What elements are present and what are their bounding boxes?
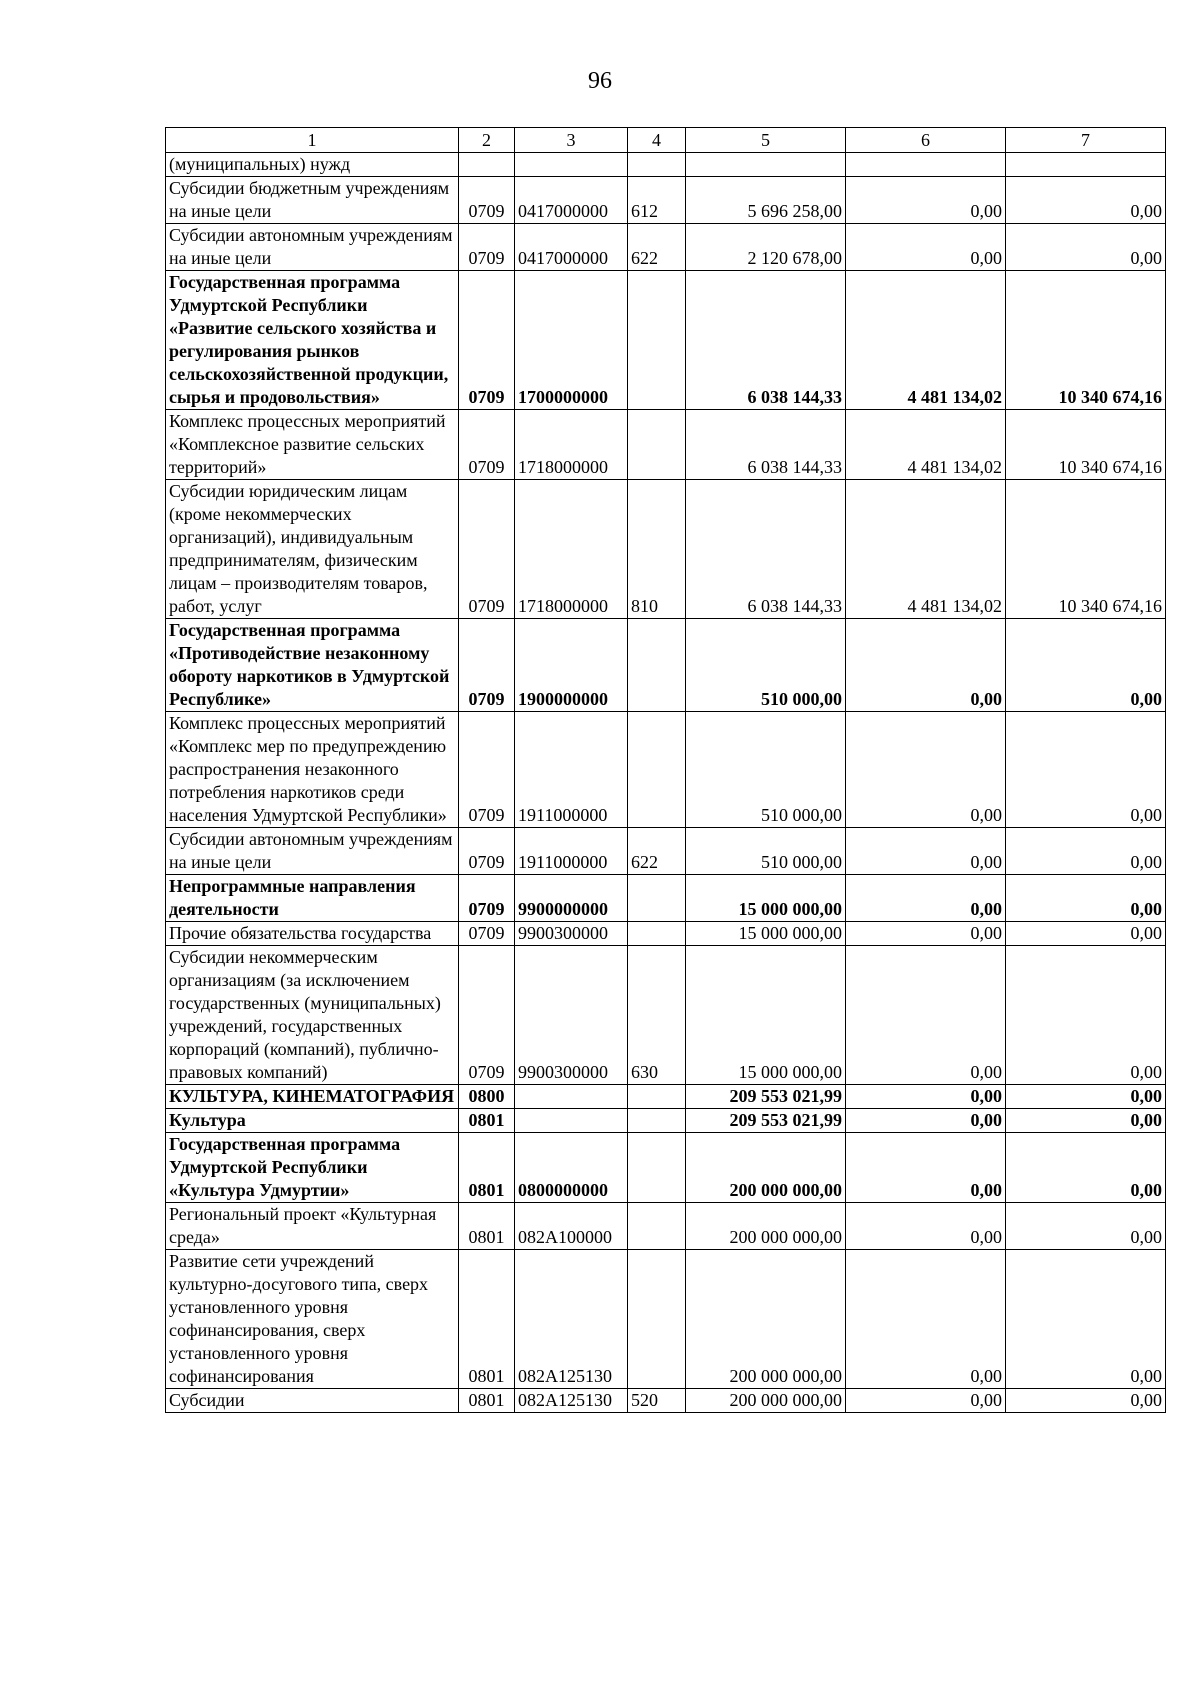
row-target-item-cell: 1700000000 bbox=[515, 271, 628, 410]
row-expense-type-cell: 622 bbox=[628, 828, 686, 875]
row-target-item-cell: 082A125130 bbox=[515, 1250, 628, 1389]
table-row bbox=[166, 410, 1166, 480]
row-expense-type-cell bbox=[628, 410, 686, 480]
row-expense-type-cell bbox=[628, 1133, 686, 1203]
header-col-7: 7 bbox=[1006, 128, 1166, 153]
row-expense-type-cell bbox=[628, 271, 686, 410]
budget-table bbox=[165, 127, 1166, 1413]
row-target-item-cell: 9900000000 bbox=[515, 875, 628, 922]
row-amount-year3-cell: 10 340 674,16 bbox=[1006, 271, 1166, 410]
row-section-code-cell: 0709 bbox=[459, 177, 515, 224]
row-amount-year3-cell bbox=[1006, 153, 1166, 177]
row-expense-type-cell bbox=[628, 1085, 686, 1109]
table-row bbox=[166, 946, 1166, 1085]
row-target-item-cell: 0417000000 bbox=[515, 224, 628, 271]
row-amount-year2-cell bbox=[846, 153, 1006, 177]
row-target-item-cell: 082A125130 bbox=[515, 1389, 628, 1413]
row-amount-year3-cell: 0,00 bbox=[1006, 1133, 1166, 1203]
row-amount-year2-cell: 0,00 bbox=[846, 1085, 1006, 1109]
row-amount-year3-cell: 10 340 674,16 bbox=[1006, 410, 1166, 480]
row-target-item-cell: 1718000000 bbox=[515, 480, 628, 619]
table-row bbox=[166, 922, 1166, 946]
row-amount-year1-cell: 15 000 000,00 bbox=[686, 875, 846, 922]
row-section-code-cell: 0800 bbox=[459, 1085, 515, 1109]
row-amount-year2-cell: 0,00 bbox=[846, 1389, 1006, 1413]
row-name-cell: Субсидии юридическим лицам (кроме некоммерческих организаций), индивидуальным предпринимателям, физическим лицам – производителям товаров, работ, услуг bbox=[166, 480, 459, 619]
row-target-item-cell: 1900000000 bbox=[515, 619, 628, 712]
table-row bbox=[166, 153, 1166, 177]
row-section-code-cell: 0801 bbox=[459, 1389, 515, 1413]
row-section-code-cell: 0709 bbox=[459, 480, 515, 619]
row-target-item-cell bbox=[515, 153, 628, 177]
row-name-cell: Субсидии бюджетным учреждениям на иные цели bbox=[166, 177, 459, 224]
row-section-code-cell: 0801 bbox=[459, 1109, 515, 1133]
row-target-item-cell: 0417000000 bbox=[515, 177, 628, 224]
table-row bbox=[166, 875, 1166, 922]
row-amount-year3-cell: 0,00 bbox=[1006, 828, 1166, 875]
row-expense-type-cell: 612 bbox=[628, 177, 686, 224]
row-amount-year1-cell: 510 000,00 bbox=[686, 619, 846, 712]
row-target-item-cell bbox=[515, 1109, 628, 1133]
row-target-item-cell: 9900300000 bbox=[515, 946, 628, 1085]
row-section-code-cell: 0801 bbox=[459, 1250, 515, 1389]
row-amount-year1-cell: 200 000 000,00 bbox=[686, 1250, 846, 1389]
table-row bbox=[166, 1250, 1166, 1389]
row-name-cell: Субсидии автономным учреждениям на иные цели bbox=[166, 224, 459, 271]
page-number: 96 bbox=[588, 68, 612, 94]
row-amount-year3-cell: 0,00 bbox=[1006, 946, 1166, 1085]
row-expense-type-cell bbox=[628, 619, 686, 712]
row-amount-year1-cell: 5 696 258,00 bbox=[686, 177, 846, 224]
row-expense-type-cell: 630 bbox=[628, 946, 686, 1085]
row-expense-type-cell bbox=[628, 1109, 686, 1133]
row-amount-year2-cell: 0,00 bbox=[846, 922, 1006, 946]
row-amount-year1-cell: 209 553 021,99 bbox=[686, 1085, 846, 1109]
row-section-code-cell: 0801 bbox=[459, 1133, 515, 1203]
header-col-4: 4 bbox=[628, 128, 686, 153]
row-amount-year3-cell: 0,00 bbox=[1006, 712, 1166, 828]
row-amount-year1-cell: 6 038 144,33 bbox=[686, 410, 846, 480]
row-amount-year1-cell: 15 000 000,00 bbox=[686, 922, 846, 946]
table-row bbox=[166, 712, 1166, 828]
row-amount-year2-cell: 0,00 bbox=[846, 1109, 1006, 1133]
row-expense-type-cell: 520 bbox=[628, 1389, 686, 1413]
row-amount-year2-cell: 0,00 bbox=[846, 224, 1006, 271]
table-row bbox=[166, 1203, 1166, 1250]
row-name-cell: Непрограммные направления деятельности bbox=[166, 875, 459, 922]
row-amount-year1-cell: 6 038 144,33 bbox=[686, 480, 846, 619]
row-name-cell: Субсидии bbox=[166, 1389, 459, 1413]
row-amount-year2-cell: 4 481 134,02 bbox=[846, 410, 1006, 480]
row-expense-type-cell bbox=[628, 153, 686, 177]
row-expense-type-cell bbox=[628, 875, 686, 922]
row-section-code-cell: 0709 bbox=[459, 922, 515, 946]
row-amount-year1-cell: 200 000 000,00 bbox=[686, 1203, 846, 1250]
row-amount-year2-cell: 4 481 134,02 bbox=[846, 271, 1006, 410]
row-expense-type-cell: 810 bbox=[628, 480, 686, 619]
row-amount-year2-cell: 0,00 bbox=[846, 177, 1006, 224]
row-section-code-cell: 0801 bbox=[459, 1203, 515, 1250]
row-amount-year2-cell: 0,00 bbox=[846, 875, 1006, 922]
row-name-cell: Культура bbox=[166, 1109, 459, 1133]
row-amount-year3-cell: 0,00 bbox=[1006, 1085, 1166, 1109]
row-amount-year2-cell: 0,00 bbox=[846, 946, 1006, 1085]
row-section-code-cell bbox=[459, 153, 515, 177]
table-row bbox=[166, 271, 1166, 410]
table-row bbox=[166, 1389, 1166, 1413]
row-amount-year3-cell: 0,00 bbox=[1006, 922, 1166, 946]
row-expense-type-cell bbox=[628, 1203, 686, 1250]
row-target-item-cell: 1718000000 bbox=[515, 410, 628, 480]
row-name-cell: Прочие обязательства государства bbox=[166, 922, 459, 946]
row-target-item-cell: 1911000000 bbox=[515, 828, 628, 875]
row-amount-year3-cell: 0,00 bbox=[1006, 1389, 1166, 1413]
row-amount-year3-cell: 0,00 bbox=[1006, 875, 1166, 922]
row-name-cell: Субсидии некоммерческим организациям (за исключением государственных (муниципальных) учреждений, государственных корпораций (компаний), публично-правовых компаний) bbox=[166, 946, 459, 1085]
row-target-item-cell: 1911000000 bbox=[515, 712, 628, 828]
header-col-3: 3 bbox=[515, 128, 628, 153]
row-amount-year1-cell: 200 000 000,00 bbox=[686, 1133, 846, 1203]
row-amount-year1-cell: 510 000,00 bbox=[686, 828, 846, 875]
row-target-item-cell: 082A100000 bbox=[515, 1203, 628, 1250]
row-section-code-cell: 0709 bbox=[459, 224, 515, 271]
row-amount-year1-cell: 2 120 678,00 bbox=[686, 224, 846, 271]
row-target-item-cell bbox=[515, 1085, 628, 1109]
row-amount-year2-cell: 0,00 bbox=[846, 1250, 1006, 1389]
row-name-cell: Государственная программа «Противодействие незаконному обороту наркотиков в Удмуртской Республике» bbox=[166, 619, 459, 712]
table-row bbox=[166, 619, 1166, 712]
row-amount-year3-cell: 0,00 bbox=[1006, 177, 1166, 224]
row-section-code-cell: 0709 bbox=[459, 712, 515, 828]
row-amount-year2-cell: 0,00 bbox=[846, 1203, 1006, 1250]
table-row bbox=[166, 480, 1166, 619]
row-amount-year2-cell: 0,00 bbox=[846, 828, 1006, 875]
row-amount-year1-cell: 510 000,00 bbox=[686, 712, 846, 828]
row-amount-year1-cell: 209 553 021,99 bbox=[686, 1109, 846, 1133]
row-target-item-cell: 9900300000 bbox=[515, 922, 628, 946]
row-name-cell: КУЛЬТУРА, КИНЕМАТОГРАФИЯ bbox=[166, 1085, 459, 1109]
row-target-item-cell: 0800000000 bbox=[515, 1133, 628, 1203]
row-name-cell: (муниципальных) нужд bbox=[166, 153, 459, 177]
row-name-cell: Комплекс процессных мероприятий «Комплексное развитие сельских территорий» bbox=[166, 410, 459, 480]
row-section-code-cell: 0709 bbox=[459, 828, 515, 875]
row-amount-year1-cell bbox=[686, 153, 846, 177]
row-amount-year3-cell: 0,00 bbox=[1006, 1203, 1166, 1250]
row-section-code-cell: 0709 bbox=[459, 619, 515, 712]
row-amount-year2-cell: 4 481 134,02 bbox=[846, 480, 1006, 619]
table-header-row bbox=[166, 128, 1166, 153]
table-row bbox=[166, 1133, 1166, 1203]
table-row bbox=[166, 1085, 1166, 1109]
header-col-6: 6 bbox=[846, 128, 1006, 153]
header-col-2: 2 bbox=[459, 128, 515, 153]
row-amount-year2-cell: 0,00 bbox=[846, 619, 1006, 712]
row-amount-year3-cell: 0,00 bbox=[1006, 619, 1166, 712]
table-row bbox=[166, 224, 1166, 271]
row-name-cell: Комплекс процессных мероприятий «Комплекс мер по предупреждению распространения незаконного потребления наркотиков среди населения Удмуртской Республики» bbox=[166, 712, 459, 828]
row-amount-year1-cell: 6 038 144,33 bbox=[686, 271, 846, 410]
row-expense-type-cell bbox=[628, 922, 686, 946]
header-col-5: 5 bbox=[686, 128, 846, 153]
row-section-code-cell: 0709 bbox=[459, 875, 515, 922]
row-expense-type-cell: 622 bbox=[628, 224, 686, 271]
row-amount-year2-cell: 0,00 bbox=[846, 1133, 1006, 1203]
row-name-cell: Субсидии автономным учреждениям на иные цели bbox=[166, 828, 459, 875]
row-amount-year3-cell: 0,00 bbox=[1006, 224, 1166, 271]
row-section-code-cell: 0709 bbox=[459, 410, 515, 480]
row-amount-year1-cell: 200 000 000,00 bbox=[686, 1389, 846, 1413]
table-row bbox=[166, 828, 1166, 875]
row-expense-type-cell bbox=[628, 1250, 686, 1389]
table-row bbox=[166, 1109, 1166, 1133]
row-amount-year3-cell: 10 340 674,16 bbox=[1006, 480, 1166, 619]
row-name-cell: Развитие сети учреждений культурно-досугового типа, сверх установленного уровня софинансирования, сверх установленного уровня софинансирования bbox=[166, 1250, 459, 1389]
table-row bbox=[166, 177, 1166, 224]
row-expense-type-cell bbox=[628, 712, 686, 828]
row-amount-year1-cell: 15 000 000,00 bbox=[686, 946, 846, 1085]
row-name-cell: Государственная программа Удмуртской Республики «Культура Удмуртии» bbox=[166, 1133, 459, 1203]
row-section-code-cell: 0709 bbox=[459, 946, 515, 1085]
row-section-code-cell: 0709 bbox=[459, 271, 515, 410]
row-name-cell: Региональный проект «Культурная среда» bbox=[166, 1203, 459, 1250]
row-amount-year3-cell: 0,00 bbox=[1006, 1109, 1166, 1133]
row-amount-year2-cell: 0,00 bbox=[846, 712, 1006, 828]
row-amount-year3-cell: 0,00 bbox=[1006, 1250, 1166, 1389]
header-col-1: 1 bbox=[166, 128, 459, 153]
row-name-cell: Государственная программа Удмуртской Республики «Развитие сельского хозяйства и регулирования рынков сельскохозяйственной продукции, сырья и продовольствия» bbox=[166, 271, 459, 410]
